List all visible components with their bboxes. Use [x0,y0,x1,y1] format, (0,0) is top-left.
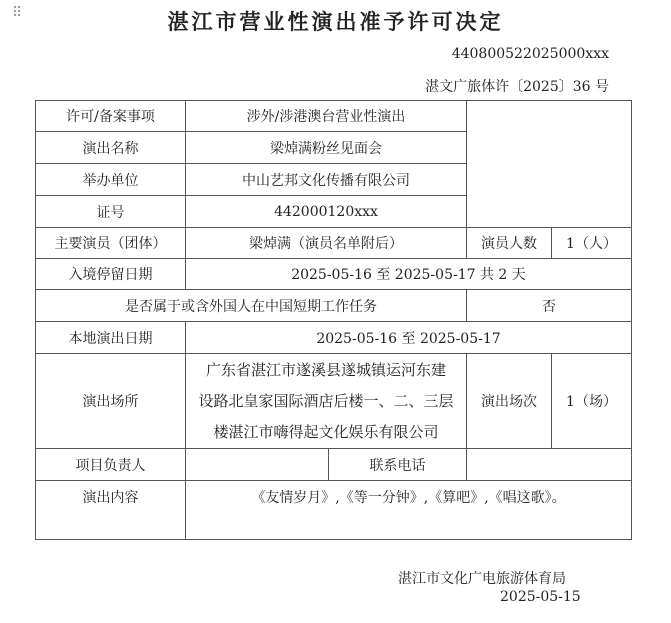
document-reference: 湛文广旅体许〔2025〕36 号 [425,79,609,95]
manager-label: 项目负责人 [36,449,186,481]
short-term-work-label: 是否属于或含外国人在中国短期工作任务 [36,290,467,322]
show-name-value: 梁焯满粉丝见面会 [186,132,467,164]
stay-dates-value: 2025-05-16 至 2025-05-17 共 2 天 [186,259,632,290]
blank-cell [467,101,632,228]
table-row [36,101,632,132]
table-row [36,259,632,290]
local-dates-label: 本地演出日期 [36,322,186,354]
phone-label: 联系电话 [329,449,467,481]
drag-handle-icon[interactable]: ⠿ [12,5,22,21]
sessions-label: 演出场次 [467,354,552,449]
short-term-work-value: 否 [467,290,632,322]
table-row [36,481,632,540]
content-label: 演出内容 [36,481,186,540]
performers-value: 梁焯满（演员名单附后） [186,228,467,259]
venue-label: 演出场所 [36,354,186,449]
permit-type-label: 许可/备案事项 [36,101,186,132]
license-label: 证号 [36,196,186,228]
document-number: 440800522025000xxx [451,46,609,62]
table-row [36,290,632,322]
content-value: 《友情岁月》,《等一分钟》,《算吧》,《唱这歌》。 [186,481,632,540]
issuer-name: 湛江市文化广电旅游体育局 [398,571,566,587]
performers-label: 主要演员（团体） [36,228,186,259]
sessions-value: 1（场） [552,354,632,449]
venue-value [186,354,467,449]
permit-type-value: 涉外/涉港澳台营业性演出 [186,101,467,132]
organizer-value: 中山艺邦文化传播有限公司 [186,164,467,196]
venue-line: 广东省湛江市遂溪县遂城镇运河东建 [205,360,446,379]
show-name-label: 演出名称 [36,132,186,164]
table-row [36,322,632,354]
issue-date: 2025-05-15 [500,589,581,605]
table-row [36,228,632,259]
stay-dates-label: 入境停留日期 [36,259,186,290]
manager-value [186,449,329,481]
performer-count-label: 演员人数 [467,228,552,259]
permit-table [35,100,632,540]
organizer-label: 举办单位 [36,164,186,196]
phone-value [467,449,632,481]
document-title: 湛江市营业性演出准予许可决定 [167,9,504,34]
venue-line: 楼湛江市嗨得起文化娱乐有限公司 [213,422,439,441]
license-value: 442000120xxx [186,196,467,228]
table-row [36,449,632,481]
local-dates-value: 2025-05-16 至 2025-05-17 [186,322,632,354]
table-row [36,354,632,449]
performer-count-value: 1（人） [552,228,632,259]
venue-line: 设路北皇家国际酒店后楼一、二、三层 [198,391,454,410]
